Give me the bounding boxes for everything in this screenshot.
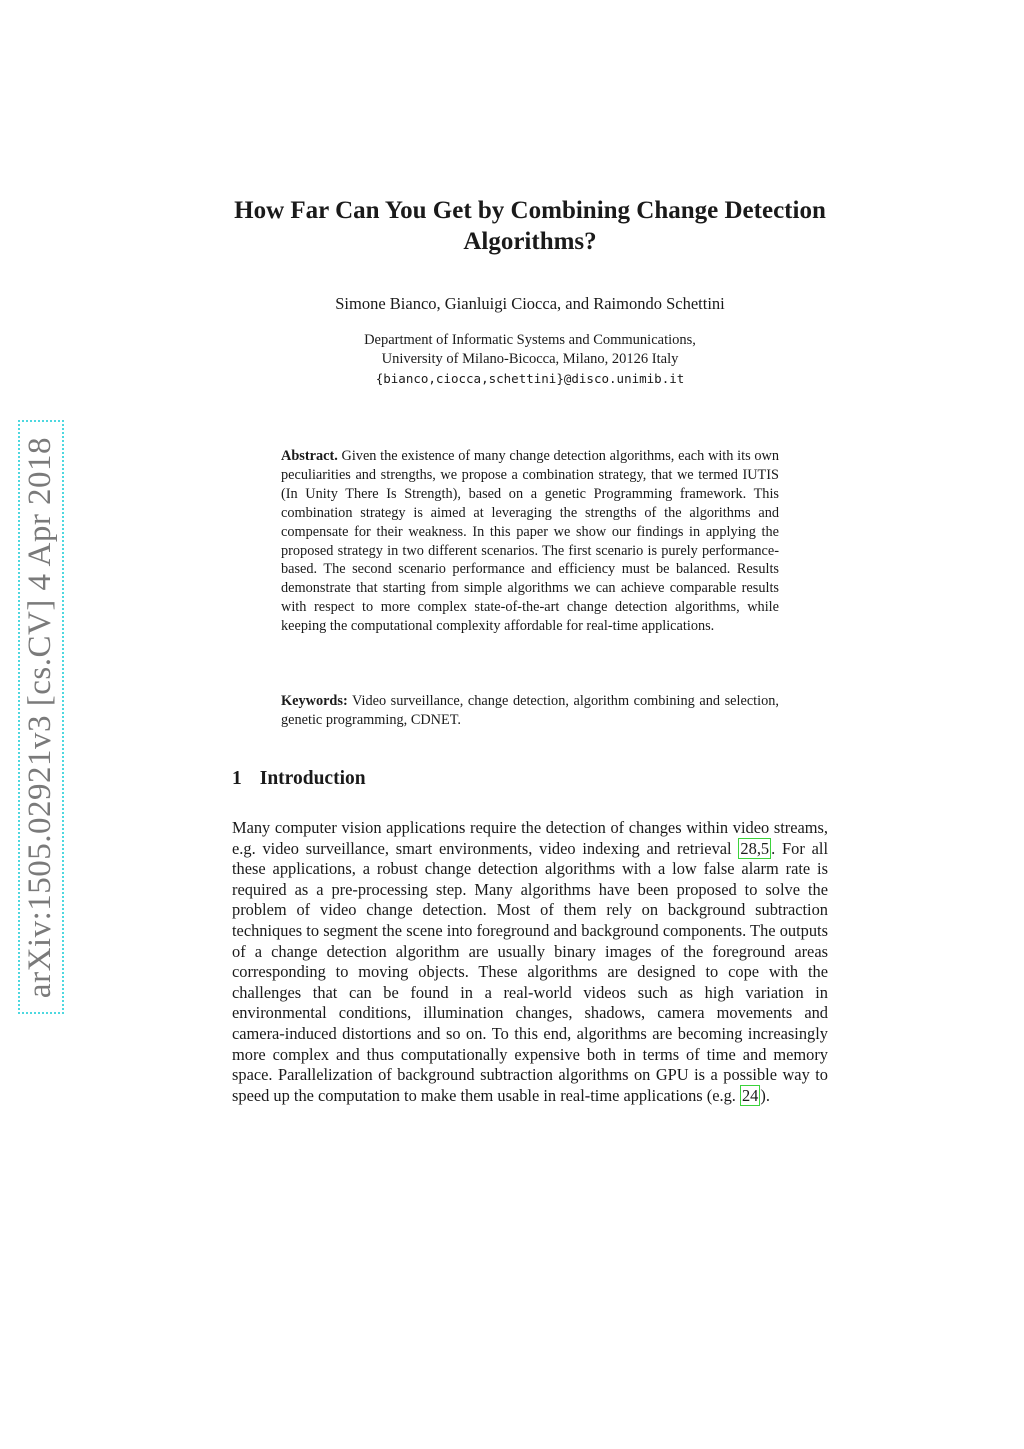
citation-5[interactable]: 5: [760, 838, 770, 858]
abstract: [281, 447, 779, 636]
authors: Simone Bianco, Gianluigi Ciocca, and Raimondo Schettini: [335, 294, 725, 313]
keywords-text: Video surveillance, change detection, algorithm combining and selection, genetic programming, CDNET.: [281, 693, 779, 728]
intro-text-1: Many computer vision applications require the detection of changes within video streams, e.g. video surveillance, smart environments, video indexing and retrieval: [232, 818, 828, 858]
intro-text-3: ).: [760, 1085, 770, 1105]
citation-separator: ,: [756, 838, 761, 858]
section-heading-introduction: [232, 768, 366, 790]
keywords: [281, 692, 779, 730]
abstract-text: Given the existence of many change detection algorithms, each with its own peculiarities and strengths, we propose a combination strategy, that we termed IUTIS (In Unity There Is Strength), based on a genetic Programming framework. This combination strategy is aimed at leveraging the strengths of the algorithms and compensate for their weakness. In this paper we show our findings in applying the proposed strategy in two different scenarios. The first scenario is purely performance-based. The second scenario performance and efficiency must be balanced. Results demonstrate that starting from simple algorithms we can achieve comparable results with respect to more complex state-of-the-art change detection algorithms, while keeping the computational complexity affordable for real-time applications.: [281, 448, 779, 635]
section-number: 1: [232, 768, 242, 789]
citation-24[interactable]: 24: [741, 1085, 759, 1105]
section-title: Introduction: [259, 768, 366, 789]
citation-28[interactable]: 28: [740, 838, 757, 858]
affiliation: [232, 331, 828, 388]
intro-text-2: . For all these applications, a robust change detection algorithms with a low false alarm rate is required as a pre-processing step. Many algorithms have been proposed to solve the problem of video change detection. Most of them rely on background subtraction techniques to segment the scene into foreground and background components. The outputs of a change detection algorithm are usually binary images of the foreground areas corresponding to moving objects. These algorithms are designed to cope with the challenges that can be found in a real-world videos such as high variation in environmental conditions, illumination changes, shadows, camera movements and camera-induced distortions and so on. To this end, algorithms are becoming increasingly more complex and thus computationally expensive both in terms of time and memory space. Parallelization of background subtraction algorithms on GPU is a possible way to speed up the computation to make them usable in real-time applications (e.g.: [232, 838, 828, 1105]
introduction-paragraph: [232, 818, 828, 1106]
keywords-label: Keywords:: [281, 693, 348, 709]
affiliation-line-1: Department of Informatic Systems and Communications,: [364, 332, 696, 348]
author-emails: {bianco,ciocca,schettini}@disco.unimib.it: [375, 371, 685, 386]
arxiv-id: arXiv:1505.02921v3 [cs.CV] 4 Apr 2018: [22, 436, 59, 998]
affiliation-line-2: University of Milano-Bicocca, Milano, 20126 Italy: [381, 351, 679, 367]
citation-link[interactable]: [738, 838, 771, 859]
arxiv-stamp[interactable]: [18, 420, 64, 1014]
paper-title: How Far Can You Get by Combining Change Detection Algorithms?: [234, 197, 826, 255]
abstract-label: Abstract.: [281, 448, 338, 464]
